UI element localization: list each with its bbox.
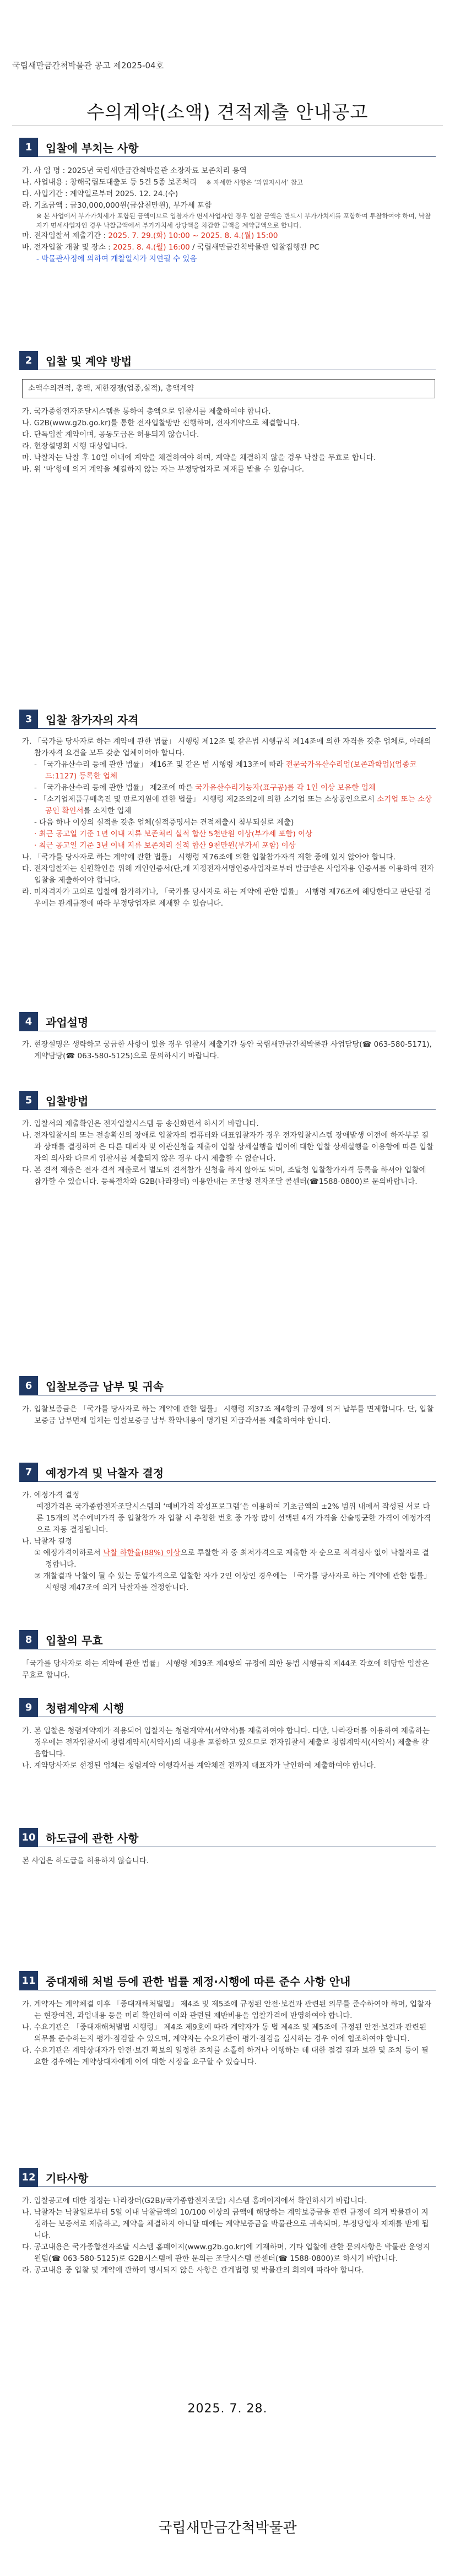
rule-text: 으로 투찰한 자 중 최저가격으로 제출한 자 순으로 적격심사 없이 낙찰자로 결정합니다. xyxy=(45,1549,429,1569)
opening-label: 바. 전자입찰 개찰 및 장소 : xyxy=(22,243,113,252)
section-title: 입찰보증금 납부 및 귀속 xyxy=(46,1379,164,1393)
section-number: 12 xyxy=(19,2168,38,2187)
notice-date: 2025. 7. 28. xyxy=(187,2402,268,2416)
opening-info xyxy=(22,242,435,253)
section-number: 2 xyxy=(19,351,38,370)
section-5-body xyxy=(22,1118,435,1188)
section-number: 10 xyxy=(19,1828,38,1847)
section-5-header xyxy=(19,1091,88,1110)
bid-item: 라. 현장설명회 시행 대상입니다. xyxy=(22,442,127,451)
qual-text: - 「국가유산수리 등에 관한 법률」 제16조 및 같은 법 시행령 제13조에 따라 xyxy=(34,760,286,769)
qualification-item: 나. 「국가를 당사자로 하는 계약에 관한 법률」 시행령 제76조에 의한 입찰참가자격 제한 중에 있지 않아야 합니다. xyxy=(22,853,396,862)
section-title: 입찰에 부치는 사항 xyxy=(46,141,139,155)
price-text: 예정가격은 국가종합전자조달시스템의 ‘예비가격 작성프로그램’을 이용하여 기초금액의 ±2% 범위 내에서 작성된 서로 다른 15개의 복수예비가격 중 입찰참가 자 입찰 시 추첨한 번호 중 가장 많이 선택된 4개 가격을 산술평균한 가격이 예정가격으로 자동 결정됩니다. xyxy=(36,1502,431,1534)
project-content-note: ※ 자세한 사항은 ‘과업지시서’ 참고 xyxy=(206,178,304,186)
vat-note: ※ 본 사업에서 부가가치세가 포함된 금액이므로 입찰자가 면세사업자인 경우 입찰 금액은 반드시 부가가치세를 포함하여 투찰하여야 하며, 낙찰자가 면세사업자인 경우 낙찰금액에서 부가가치세 상당액을 차감한 금액을 계약금액으로 합니다. xyxy=(36,212,431,229)
price-item: 나. 낙찰자 결정 xyxy=(22,1537,73,1546)
opening-place: / 국립새만금간척박물관 입찰집행관 PC xyxy=(189,243,319,252)
submission-period xyxy=(22,230,435,242)
qualification-item: 라. 미자격자가 고의로 입찰에 참가하거나, 「국가를 당사자로 하는 계약에 관한 법률」 시행령 제76조에 해당한다고 판단될 경우에는 관계규정에 따라 부정당업자로 제재할 수 있습니다. xyxy=(22,887,432,908)
project-content xyxy=(22,177,435,188)
section-number: 6 xyxy=(19,1376,38,1395)
opening-date: 2025. 8. 4.(월) 16:00 xyxy=(113,243,190,252)
safety-item: 가. 계약자는 계약체결 이후 「중대재해처벌법」 제4조 및 제5조에 규정된 안전·보건과 관련된 의무를 준수하여야 하며, 입찰자는 현장여건, 과업내용 등을 미리 확인하여 이와 관련된 제반비용을 입찰가격에 반영하여야 합니다. xyxy=(22,2000,432,2020)
winner-rule xyxy=(22,1547,435,1571)
section-3-header xyxy=(19,710,139,728)
section-number: 3 xyxy=(19,710,38,728)
section-11-body xyxy=(22,1999,435,2068)
winner-rule: ② 개찰결과 낙찰이 될 수 있는 동일가격으로 입찰한 자가 2인 이상인 경우에는 「국가를 당사자로 하는 계약에 관한 법률」 시행령 제47조에 의거 낙찰자를 결정합니다. xyxy=(34,1572,431,1592)
qual-text: - 「소기업제품구매촉진 및 판로지원에 관한 법률」 시행령 제2조의2에 의한 소기업 또는 소상공인으로서 xyxy=(34,795,377,804)
section-12-header xyxy=(19,2168,88,2187)
page-title: 수의계약(소액) 견적제출 안내공고 xyxy=(86,101,369,123)
section-7-body xyxy=(22,1490,435,1594)
performance-requirement: · 최근 공고일 기준 3년 이내 지류 보존처리 실적 합산 9천만원(부가세 포함) 이상 xyxy=(34,841,296,850)
section-9-header xyxy=(19,1698,124,1717)
rule-text: ① 예정가격이하로서 xyxy=(34,1549,104,1557)
section-number: 4 xyxy=(19,1012,38,1031)
section-11-header xyxy=(19,1971,350,1990)
method-item: 나. 전자입찰서의 또는 전송확신의 장애로 입찰자의 컴퓨터와 대표입찰자가 경우 전자입찰시스템 장애발생 이전에 하자부분 결과 상태를 결정하여 은 다른 대리자 및 이관신청을 제출이 입찰 상세실행을 법이에 대한 입찰 상세실행을 이용함에 따른 입찰자의 의사와 다르게 입찰서를 제출되지 않은 경우 다시 제출할 수 없습니다. xyxy=(22,1131,434,1163)
section-number: 1 xyxy=(19,138,38,156)
subcontract-text: 본 사업은 하도급을 허용하지 않습니다. xyxy=(22,1857,149,1865)
explanation-item: 가. 현장설명은 생략하고 궁금한 사항이 있을 경우 입찰서 제출기간 동안 국립새만금간척박물관 사업담당(☎ 063-580-5171), 계약담당(☎ 063-580-5125)으로 문의하시기 바랍니다. xyxy=(22,1040,432,1060)
opening-delay-note: - 박물관사정에 의하여 개찰일시가 지연될 수 있음 xyxy=(36,255,197,263)
section-8-header xyxy=(19,1630,103,1649)
contract-method-box: 소액수의견적, 총액, 제한경쟁(업종,실적), 총액계약 xyxy=(22,379,435,398)
project-name: 가. 사 업 명 : 2025년 국립새만금간척박물관 소장자료 보존처리 용역 xyxy=(22,166,247,175)
section-12-body xyxy=(22,2195,435,2276)
misc-item: 라. 공고내용 중 입찰 및 계약에 관하여 명시되지 않은 사항은 관계법령 및 박물관의 회의에 따라야 합니다. xyxy=(22,2266,364,2275)
section-number: 9 xyxy=(19,1698,38,1717)
section-number: 7 xyxy=(19,1463,38,1481)
section-title: 기타사항 xyxy=(46,2171,89,2185)
section-10-body xyxy=(22,1855,435,1867)
section-title: 입찰 및 계약 방법 xyxy=(46,354,132,368)
section-9-body xyxy=(22,1725,435,1772)
qual-text: 를 소지한 업체 xyxy=(83,807,132,815)
section-number: 11 xyxy=(19,1971,38,1990)
misc-item: 다. 공고내용은 국가종합전자조달 시스템 홈페이지(www.g2b.go.kr)에 기재하며, 기타 입찰에 관한 문의사항은 박물관 운영지원팀(☎ 063-580-5125)로 G2B시스템에 관한 문의는 조달시스템 콜센터(☎ 1588-0800)로 하시기 바랍니다. xyxy=(22,2243,430,2263)
deposit-item: 가. 입찰보증금은 「국가를 당사자로 하는 계약에 관한 법률」 시행령 제37조 제4항의 규정에 의거 납부를 면제합니다. 단, 입찰보증금 납부면제 업체는 입찰보증금 납부 확약내용이 명기된 지급각서를 제출하여야 합니다. xyxy=(22,1405,434,1425)
misc-item: 가. 입찰공고에 대한 정정는 나라장터(G2B)/국가종합전자조달) 시스템 홈페이지에서 확인하시기 바랍니다. xyxy=(22,2196,367,2205)
section-title: 입찰방법 xyxy=(46,1094,89,1108)
method-item: 가. 입찰서의 제출확인은 전자입찰시스템 등 송신화면서 하시기 바랍니다. xyxy=(22,1119,259,1128)
section-8-body xyxy=(22,1658,435,1681)
method-item: 다. 본 견적 제출은 전자 견적 제출로서 별도의 견적참가 신청을 하지 않아도 되며, 조달청 입찰참가자격 등록을 하셔야 입찰에 참가할 수 있습니다. 등록절차와 G2B(나라장터) 이용안내는 조달청 전자조달 콜센터(☎1588-0800)로 문의바랍니다. xyxy=(22,1166,426,1186)
section-6-body xyxy=(22,1404,435,1427)
price-item: 가. 예정가격 결정 xyxy=(22,1491,80,1500)
section-title: 입찰의 무효 xyxy=(46,1633,103,1647)
bid-item: 나. G2B(www.g2b.go.kr)를 통한 전자입찰방만 진행하며, 전자계약으로 체결합니다. xyxy=(22,419,300,427)
rule-highlight: 낙찰 하한율(88%) 이상 xyxy=(103,1549,181,1557)
section-10-header xyxy=(19,1828,139,1847)
section-1-body xyxy=(22,165,435,265)
qualification-sub: - 다음 하나 이상의 실적을 갖춘 업체(실적증명서는 견적제출시 첨부되실로 제출) xyxy=(34,818,294,827)
qual-text: - 「국가유산수리 등에 관한 법률」 제2조에 따른 xyxy=(34,783,196,792)
bid-item: 다. 단독입찰 계약이며, 공동도급은 허용되지 않습니다. xyxy=(22,430,199,439)
invalid-text: 「국가를 당사자로 하는 계약에 관한 법률」 시행령 제39조 제4항의 규정에 의한 동법 시행규칙 제44조 각호에 해당한 입찰은 무효로 합니다. xyxy=(22,1659,429,1680)
section-title: 과업설명 xyxy=(46,1015,89,1029)
section-title: 하도급에 관한 사항 xyxy=(46,1831,139,1845)
bid-item: 마. 낙찰자는 낙찰 후 10일 이내에 계약을 체결하여야 하며, 계약을 체결하지 않을 경우 낙찰을 무효로 합니다. xyxy=(22,453,376,462)
issuing-organization: 국립새만금간척박물관 xyxy=(158,2520,297,2536)
submission-dates: 2025. 7. 29.(화) 10:00 ~ 2025. 8. 4.(월) 15:00 xyxy=(108,231,278,240)
section-2-body xyxy=(22,379,435,475)
integrity-item: 가. 본 입찰은 청렴계약제가 적용되어 입찰자는 청렴계약서(서약서)를 제출하여야 합니다. 다만, 나라장터를 이용하여 제출하는 경우에는 전자입찰서에 청렴계약서(서약서)의 내용을 포함하고 있으므로 전자입찰서 제출로 청렴계약서(서약서) 제출을 갈음합니다. xyxy=(22,1727,430,1758)
qualification-sub xyxy=(22,794,435,817)
misc-item: 나. 낙찰자는 낙찰일로부터 5일 이내 낙찰금액의 10/100 이상의 금액에 해당하는 계약보증금을 관련 규정에 의거 박물관이 지정하는 보증서로 제출하고, 계약을 체결하지 아니할 때에는 계약보증금을 박물관으로 귀속되며, 부정당업자 제재를 받게 됩니다. xyxy=(22,2208,429,2240)
section-divider xyxy=(19,1481,436,1482)
qual-highlight: 소기업 또는 소상공인 확인서 xyxy=(45,795,432,815)
performance-requirement: · 최근 공고일 기준 1년 이내 지류 보존처리 실적 합산 5천만원 이상(부가세 포함) 이상 xyxy=(34,830,313,838)
section-3-body xyxy=(22,736,435,910)
safety-item: 다. 수요기관은 계약상대자가 안전·보건 확보의 일정한 조치를 소홀히 하거나 이행하는 데 대한 점검 결과 보완 및 조치 등이 필요한 경우에는 계약상대자에게 이에 대한 시정을 요구할 수 있습니다. xyxy=(22,2046,429,2066)
bid-item: 가. 국가종합전자조달시스템을 통하여 총액으로 입찰서를 제출하여야 합니다. xyxy=(22,407,271,416)
section-number: 5 xyxy=(19,1091,38,1110)
section-title: 예정가격 및 낙찰자 결정 xyxy=(46,1466,164,1480)
qualification-sub xyxy=(22,759,435,782)
project-content-text: 나. 사업내용 : 창해국립도대출도 등 5건 5종 보존처리 xyxy=(22,178,197,187)
section-title: 입찰 참가자의 자격 xyxy=(46,713,139,727)
section-divider xyxy=(19,156,436,157)
qualification-item: 가. 「국가를 당사자로 하는 계약에 관한 법률」 시행령 제12조 및 같은법 시행규칙 제14조에 의한 자격을 갖춘 업체로, 아래의 참가자격 요건을 모두 갖춘 업체이어야 합니다. xyxy=(22,737,431,757)
section-title: 중대재해 처벌 등에 관한 법률 제정·시행에 따른 준수 사항 안내 xyxy=(46,1974,351,1988)
section-1-header xyxy=(19,138,139,156)
safety-item: 나. 수요기관은 「중대재해처벌법 시행령」 제4조 제9호에 따라 계약자가 동 법 제4조 및 제5조에 규정된 안전·보건과 관련된 의무를 준수하는지 평가·점검할 수 있으며, 계약자는 수요기관이 평가·점검을 실시하는 경우 이에 협조하여야 합니다. xyxy=(22,2023,427,2043)
section-4-header xyxy=(19,1012,88,1031)
notice-number: 국립새만금간척박물관 공고 제2025-04호 xyxy=(12,61,164,71)
section-6-header xyxy=(19,1376,164,1395)
base-amount: 라. 기초금액 : 금30,000,000원(금삼천만원), 부가세 포함 xyxy=(22,201,212,210)
bid-item: 바. 위 ‘마’항에 의거 계약을 체결하지 않는 자는 부정당업자로 제재를 받을 수 있습니다. xyxy=(22,465,305,474)
qualification-sub xyxy=(22,782,435,794)
qual-highlight: 국가유산수리기능자(표구공)를 각 1인 이상 보유한 업체 xyxy=(195,783,376,792)
section-divider xyxy=(19,728,436,729)
submission-label: 마. 전자입찰서 제출기간 : xyxy=(22,231,109,240)
integrity-item: 나. 계약당사자로 선정된 업체는 청렴계약 이행각서를 계약체결 전까지 대표자가 날인하여 제출하여야 합니다. xyxy=(22,1761,376,1770)
qual-highlight: 전문국가유산수리업(보존과학업)(업종코드:1127) 등록한 업체 xyxy=(45,760,417,781)
section-2-header xyxy=(19,351,132,370)
section-4-body xyxy=(22,1039,435,1062)
section-title: 청렴계약제 시행 xyxy=(46,1701,124,1715)
section-7-header xyxy=(19,1463,164,1481)
section-number: 8 xyxy=(19,1630,38,1649)
project-period: 다. 사업기간 : 계약일로부터 2025. 12. 24.(수) xyxy=(22,190,178,198)
qualification-item: 다. 전자입찰자는 신원확인을 위해 개인인증서(단,개 지정전자서명인증사업자로부터 발급받은 사업자용 인증서를 이용하여 전자입찰을 제출하여야 합니다. xyxy=(22,864,434,885)
